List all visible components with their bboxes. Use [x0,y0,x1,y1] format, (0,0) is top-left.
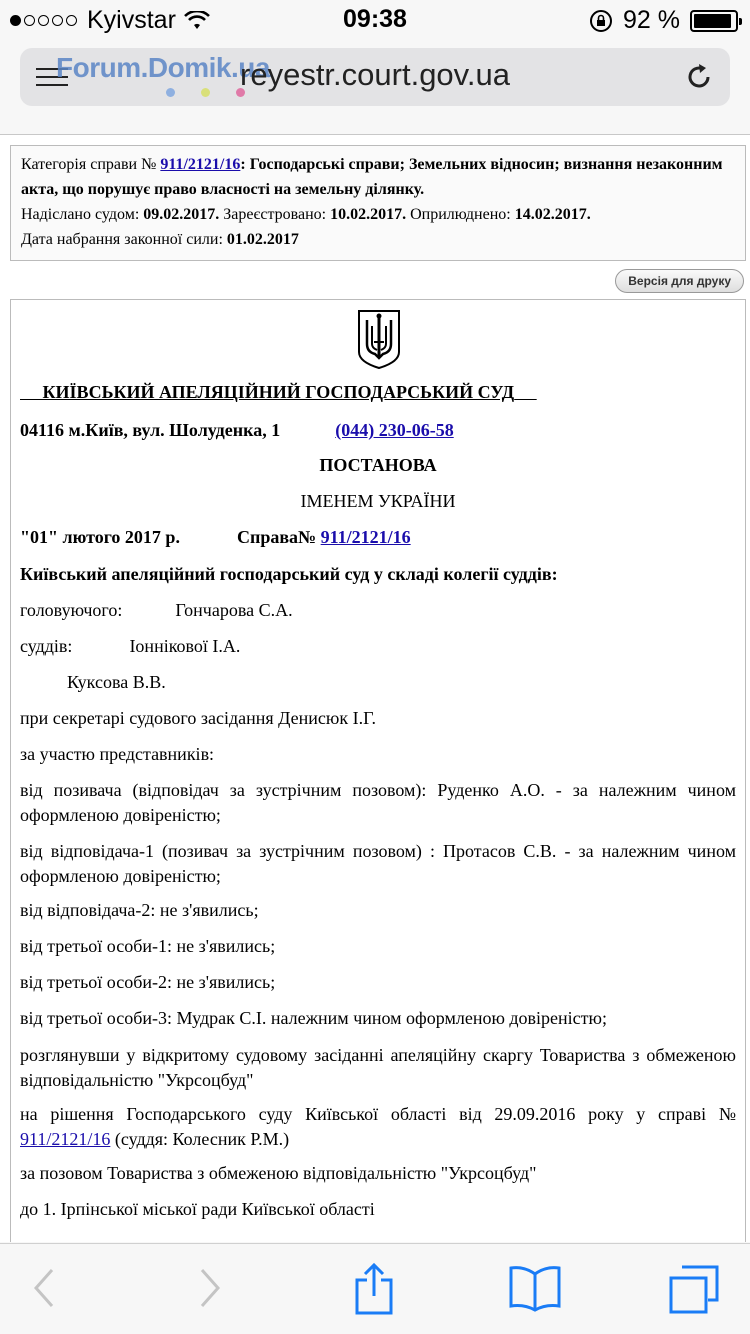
presiding-label: головуючого: [20,600,123,620]
share-icon[interactable] [354,1262,394,1316]
effective-label: Дата набрання законної сили: [21,231,223,248]
panel-heading: Київський апеляційний господарський суд у складі колегії суддів: [20,564,558,584]
in-the-name: ІМЕНЕМ УКРАЇНИ [300,491,456,511]
battery-icon [690,10,738,32]
third-party1-line: від третьої особи-1: не з'явились; [20,936,276,956]
case-number-link[interactable]: 911/2121/16 [160,156,241,173]
document-date: "01" лютого 2017 р. [20,527,180,547]
defendant2-line: від відповідача-2: не з'явились; [20,900,259,920]
judges-label: суддів: [20,636,73,656]
decision-suffix: (суддя: Колесник Р.М.) [110,1129,290,1149]
claim-line: за позовом Товариства з обмеженою відповідальністю "Укрсоцбуд" [20,1163,537,1183]
judge-2: Куксова В.В. [67,672,166,692]
court-address: 04116 м.Київ, вул. Шолуденка, 1 [20,420,281,440]
third-party3-line: від третьої особи-3: Мудрак С.І. належним чином оформленою довіреністю; [20,1008,607,1028]
effective-date: 01.02.2017 [226,231,299,248]
status-right [589,6,738,35]
document-body [10,299,746,1242]
court-name: КИЇВСЬКИЙ АПЕЛЯЦІЙНИЙ ГОСПОДАРСЬКИЙ СУД [42,382,515,402]
carrier-name: Kyivstar [87,6,176,34]
decision-prefix: на рішення Господарського суду Київської області від 29.09.2016 року у справі № [20,1104,736,1124]
defendant1-line: від відповідача-1 (позивач за зустрічним позовом) : Протасов С.В. - за належним чином оформленою довіреністю; [20,841,736,886]
document-case-link[interactable]: 911/2121/16 [320,527,411,547]
address-bar[interactable] [20,48,730,106]
published-label: Оприлюднено: [410,206,511,223]
plaintiff-line: від позивача (відповідач за зустрічним позовом): Руденко А.О. - за належним чином оформленою довіреністю; [20,780,736,825]
sent-date: 09.02.2017. [143,206,220,223]
third-party2-line: від третьої особи-2: не з'явились; [20,972,276,992]
url-text[interactable]: reyestr.court.gov.ua [240,57,510,92]
respondent-line: до 1. Ірпінської міської ради Київської області [20,1199,375,1219]
participants-line: за участю представників: [20,744,215,764]
web-content[interactable] [0,134,750,1242]
battery-percent: 92 % [623,6,680,34]
case-label: Справа№ [236,527,317,547]
clock: 09:38 [343,5,407,33]
forward-icon[interactable] [198,1266,222,1310]
watermark-logo: Forum.Domik.ua [56,52,270,83]
browser-toolbar [0,1243,750,1334]
status-bar [0,0,750,40]
sent-label: Надіслано судом: [21,206,140,223]
document-type: ПОСТАНОВА [319,455,437,475]
case-info-box [10,145,746,261]
bookmarks-icon[interactable] [508,1264,562,1312]
decision-case-link[interactable]: 911/2121/16 [20,1129,111,1149]
court-phone-link[interactable]: (044) 230-06-58 [335,420,454,440]
orientation-lock-icon [589,9,613,33]
registered-label: Зареєстровано: [223,206,327,223]
category-text: : Господарські справи; Земельних відносин; визнання незаконним акта, що порушує право власності на земельну ділянку. [21,156,723,198]
print-version-button[interactable]: Версія для друку [615,269,744,293]
published-date: 14.02.2017. [514,206,591,223]
category-label: Категорія справи № [21,156,157,173]
secretary-line: при секретарі судового засідання Денисюк І.Г. [20,708,376,728]
ukraine-coat-of-arms-icon [356,308,402,370]
reviewed-line: розглянувши у відкритому судовому засіданні апеляційну скаргу Товариства з обмеженою відповідальністю "Укрсоцбуд" [20,1045,736,1090]
back-icon[interactable] [32,1266,56,1310]
reload-icon[interactable] [684,62,714,92]
registered-date: 10.02.2017. [330,206,407,223]
presiding-judge: Гончарова С.А. [175,600,293,620]
tabs-icon[interactable] [668,1264,720,1314]
judge-1: Іоннікової І.А. [129,636,241,656]
